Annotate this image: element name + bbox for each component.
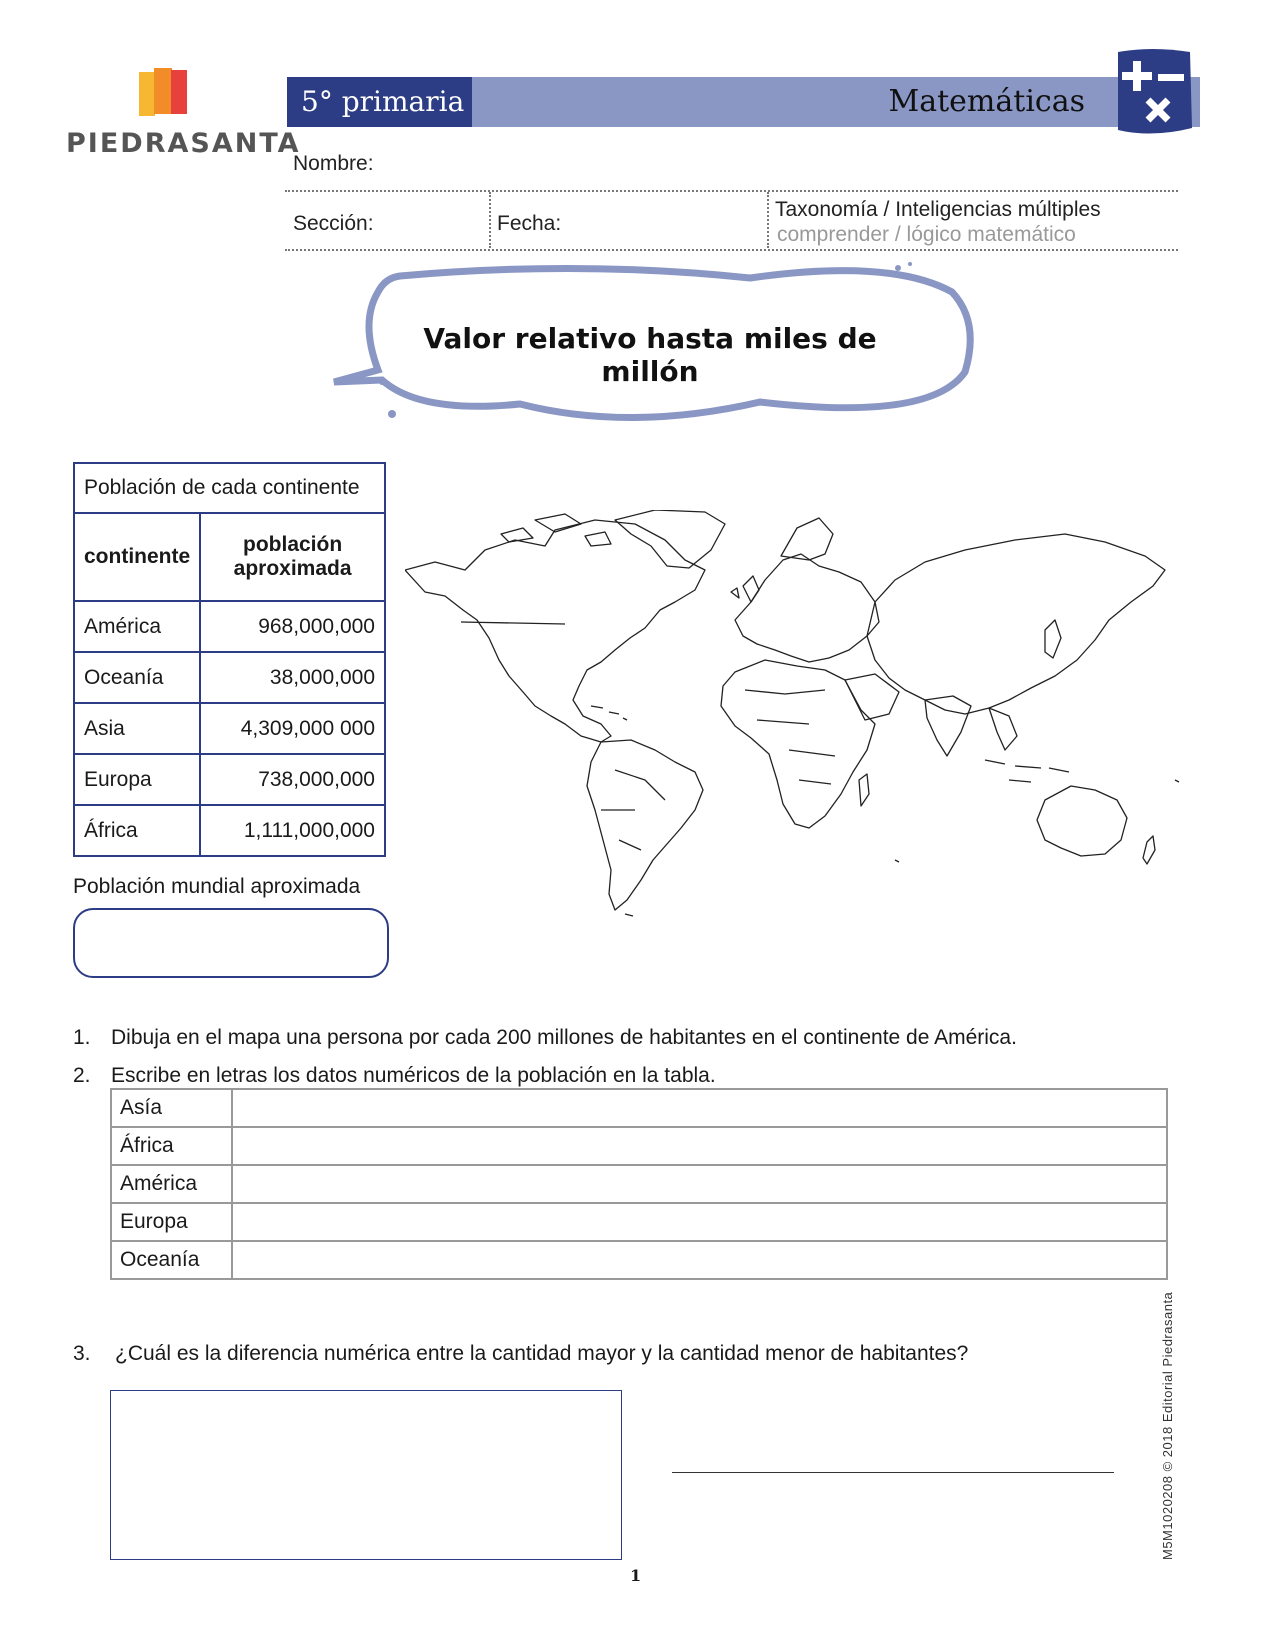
population-cell: 968,000,000 (200, 601, 385, 652)
table-row (111, 1089, 1167, 1127)
question-number: 1. (73, 1026, 91, 1049)
table-row (111, 1165, 1167, 1203)
map-south-america (587, 740, 703, 910)
question-number: 3. (73, 1342, 91, 1365)
page-number: 1 (630, 1566, 642, 1585)
map-indonesia (985, 760, 1069, 782)
map-japan (1045, 620, 1061, 658)
population-cell: 38,000,000 (200, 652, 385, 703)
map-islands (625, 780, 1179, 916)
grade-label: 5° primaria (287, 77, 472, 127)
map-asia (867, 534, 1165, 714)
population-table (73, 462, 386, 857)
population-cell: 4,309,000 000 (200, 703, 385, 754)
answer-cell[interactable] (232, 1165, 1167, 1203)
answer-cell[interactable] (232, 1203, 1167, 1241)
table-caption: Población de cada continente (74, 463, 385, 513)
table-row (111, 1203, 1167, 1241)
continent-cell: África (111, 1127, 232, 1165)
continent-cell: África (74, 805, 200, 856)
date-field[interactable] (560, 200, 760, 240)
answer-line[interactable] (672, 1472, 1114, 1473)
work-area-box[interactable] (110, 1390, 622, 1560)
answer-cell[interactable] (232, 1241, 1167, 1279)
date-label: Fecha: (497, 212, 562, 235)
taxonomy-label: Taxonomía / Inteligencias múltiples (775, 198, 1101, 221)
map-north-america (405, 520, 705, 742)
map-africa-borders (745, 690, 835, 784)
question-text: ¿Cuál es la diferencia numérica entre la cantidad mayor y la cantidad menor de habitantes? (115, 1342, 969, 1365)
population-cell: 738,000,000 (200, 754, 385, 805)
map-europe (735, 554, 879, 662)
divider (489, 192, 491, 248)
taxonomy-value: comprender / lógico matemático (777, 223, 1076, 246)
table-row (74, 754, 385, 805)
question-1 (73, 1026, 1017, 1050)
section-label: Sección: (293, 212, 374, 235)
divider (285, 249, 1178, 251)
column-header-continent: continente (74, 513, 200, 601)
page-title: Valor relativo hasta miles de millón (423, 322, 877, 388)
continent-cell: Oceanía (74, 652, 200, 703)
table-row (74, 652, 385, 703)
name-label: Nombre: (293, 152, 374, 175)
table-row (74, 805, 385, 856)
table-row (111, 1127, 1167, 1165)
world-population-label: Población mundial aproximada (73, 875, 361, 898)
world-map[interactable] (405, 510, 1215, 920)
population-cell: 1,111,000,000 (200, 805, 385, 856)
continent-cell: Europa (111, 1203, 232, 1241)
footer-copyright: M5M1020208 © 2018 Editorial Piedrasanta (1160, 1291, 1175, 1560)
map-greenland (615, 510, 725, 568)
map-australia (1037, 786, 1127, 856)
map-africa (721, 660, 875, 828)
map-us-border (461, 622, 565, 624)
math-operations-icon (1112, 48, 1194, 138)
continent-cell: Asia (74, 703, 200, 754)
continent-cell: América (74, 601, 200, 652)
question-2 (73, 1064, 716, 1088)
column-header-population-line2: aproximada (233, 557, 352, 580)
question-3 (73, 1342, 968, 1366)
question-text: Dibuja en el mapa una persona por cada 200 millones de habitantes en el continente de América. (111, 1026, 1017, 1049)
map-india (925, 696, 971, 756)
number-words-table (110, 1088, 1168, 1280)
publisher-name: PIEDRASANTA (66, 128, 301, 159)
continent-cell: Asía (111, 1089, 232, 1127)
map-southeast-asia (989, 708, 1017, 750)
continent-cell: Europa (74, 754, 200, 805)
map-arabia (845, 674, 899, 720)
answer-cell[interactable] (232, 1089, 1167, 1127)
map-madagascar (859, 774, 869, 806)
continent-cell: América (111, 1165, 232, 1203)
table-row (74, 703, 385, 754)
section-field[interactable] (375, 200, 485, 240)
continent-cell: Oceanía (111, 1241, 232, 1279)
table-row (111, 1241, 1167, 1279)
question-number: 2. (73, 1064, 91, 1087)
map-south-america-borders (601, 770, 665, 850)
map-new-zealand (1143, 836, 1155, 864)
world-population-answer-box[interactable] (73, 908, 389, 978)
subject-label: Matemáticas (888, 84, 1085, 119)
column-header-population-line1: población (243, 533, 343, 556)
map-scandinavia (781, 518, 833, 560)
question-text: Escribe en letras los datos numéricos de la población en la tabla. (111, 1064, 716, 1087)
map-caribbean (591, 706, 627, 720)
divider (285, 190, 1178, 192)
answer-cell[interactable] (232, 1127, 1167, 1165)
name-field[interactable] (375, 150, 1175, 184)
map-uk (731, 576, 759, 602)
table-row (74, 601, 385, 652)
divider (767, 192, 769, 248)
column-header-population (200, 513, 385, 601)
